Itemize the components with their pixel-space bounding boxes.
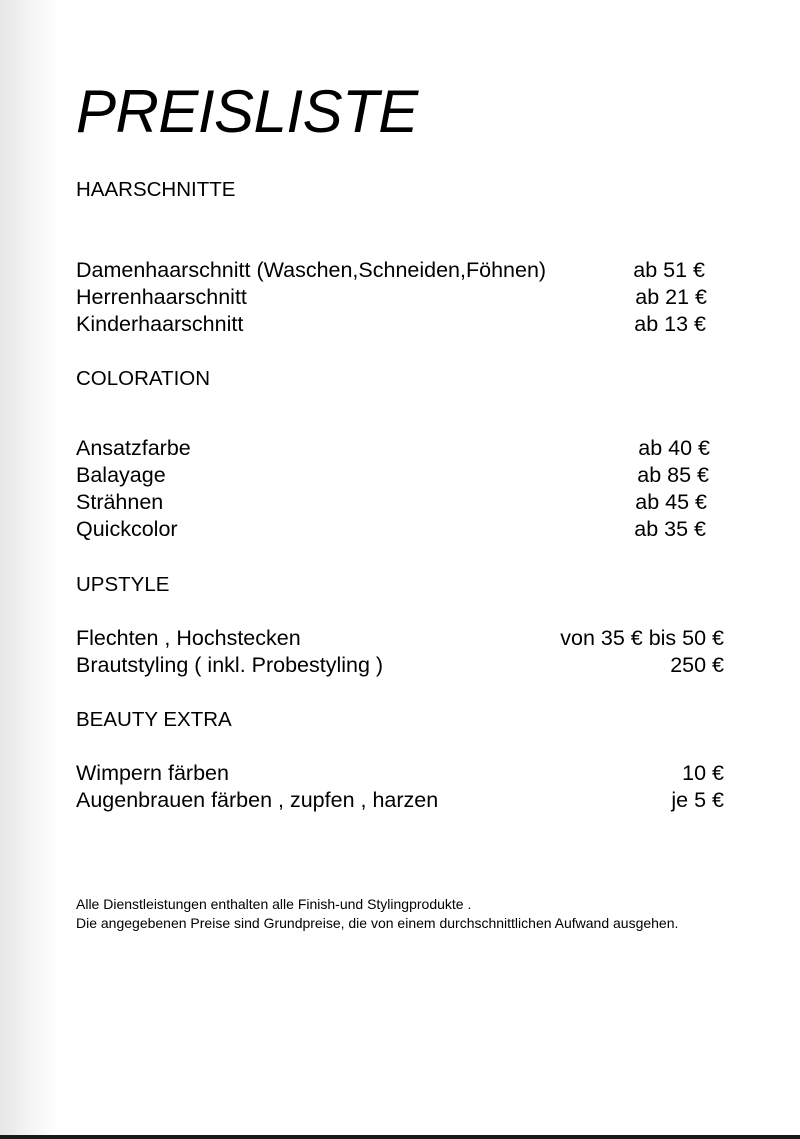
section-heading-coloration: COLORATION (76, 367, 211, 390)
item-price: ab 35 € (634, 517, 706, 541)
page-title: PREISLISTE (76, 78, 418, 145)
item-name: Brautstyling ( inkl. Probestyling ) (76, 653, 384, 677)
item-name: Kinderhaarschnitt (76, 312, 244, 336)
section-heading-beauty-extra: BEAUTY EXTRA (76, 708, 232, 731)
footnote-line-1: Alle Dienstleistungen enthalten alle Finish-und Stylingprodukte . (76, 896, 472, 912)
item-name: Strähnen (76, 490, 164, 514)
item-price: ab 51 € (633, 258, 705, 282)
item-price: ab 13 € (634, 312, 706, 336)
item-price: 250 € (670, 653, 724, 677)
footnote-line-2: Die angegebenen Preise sind Grundpreise, die von einem durchschnittlichen Aufwand ausgehen. (76, 915, 679, 931)
section-heading-upstyle: UPSTYLE (76, 573, 170, 596)
item-price: ab 21 € (635, 285, 707, 309)
footnote (76, 895, 756, 933)
item-price: 10 € (682, 761, 724, 785)
item-price: ab 85 € (637, 463, 709, 487)
item-name: Ansatzfarbe (76, 436, 191, 460)
item-name: Damenhaarschnitt (Waschen,Schneiden,Föhnen) (76, 258, 547, 282)
item-price: je 5 € (671, 788, 724, 812)
item-name: Augenbrauen färben , zupfen , harzen (76, 788, 439, 812)
item-name: Flechten , Hochstecken (76, 626, 301, 650)
item-price: von 35 € bis 50 € (560, 626, 724, 650)
item-name: Balayage (76, 463, 166, 487)
item-price: ab 45 € (635, 490, 707, 514)
item-name: Herrenhaarschnitt (76, 285, 247, 309)
item-name: Quickcolor (76, 517, 178, 541)
item-price: ab 40 € (638, 436, 710, 460)
bottom-border (0, 1135, 800, 1139)
section-heading-haarschnitte: HAARSCHNITTE (76, 178, 236, 201)
item-name: Wimpern färben (76, 761, 229, 785)
